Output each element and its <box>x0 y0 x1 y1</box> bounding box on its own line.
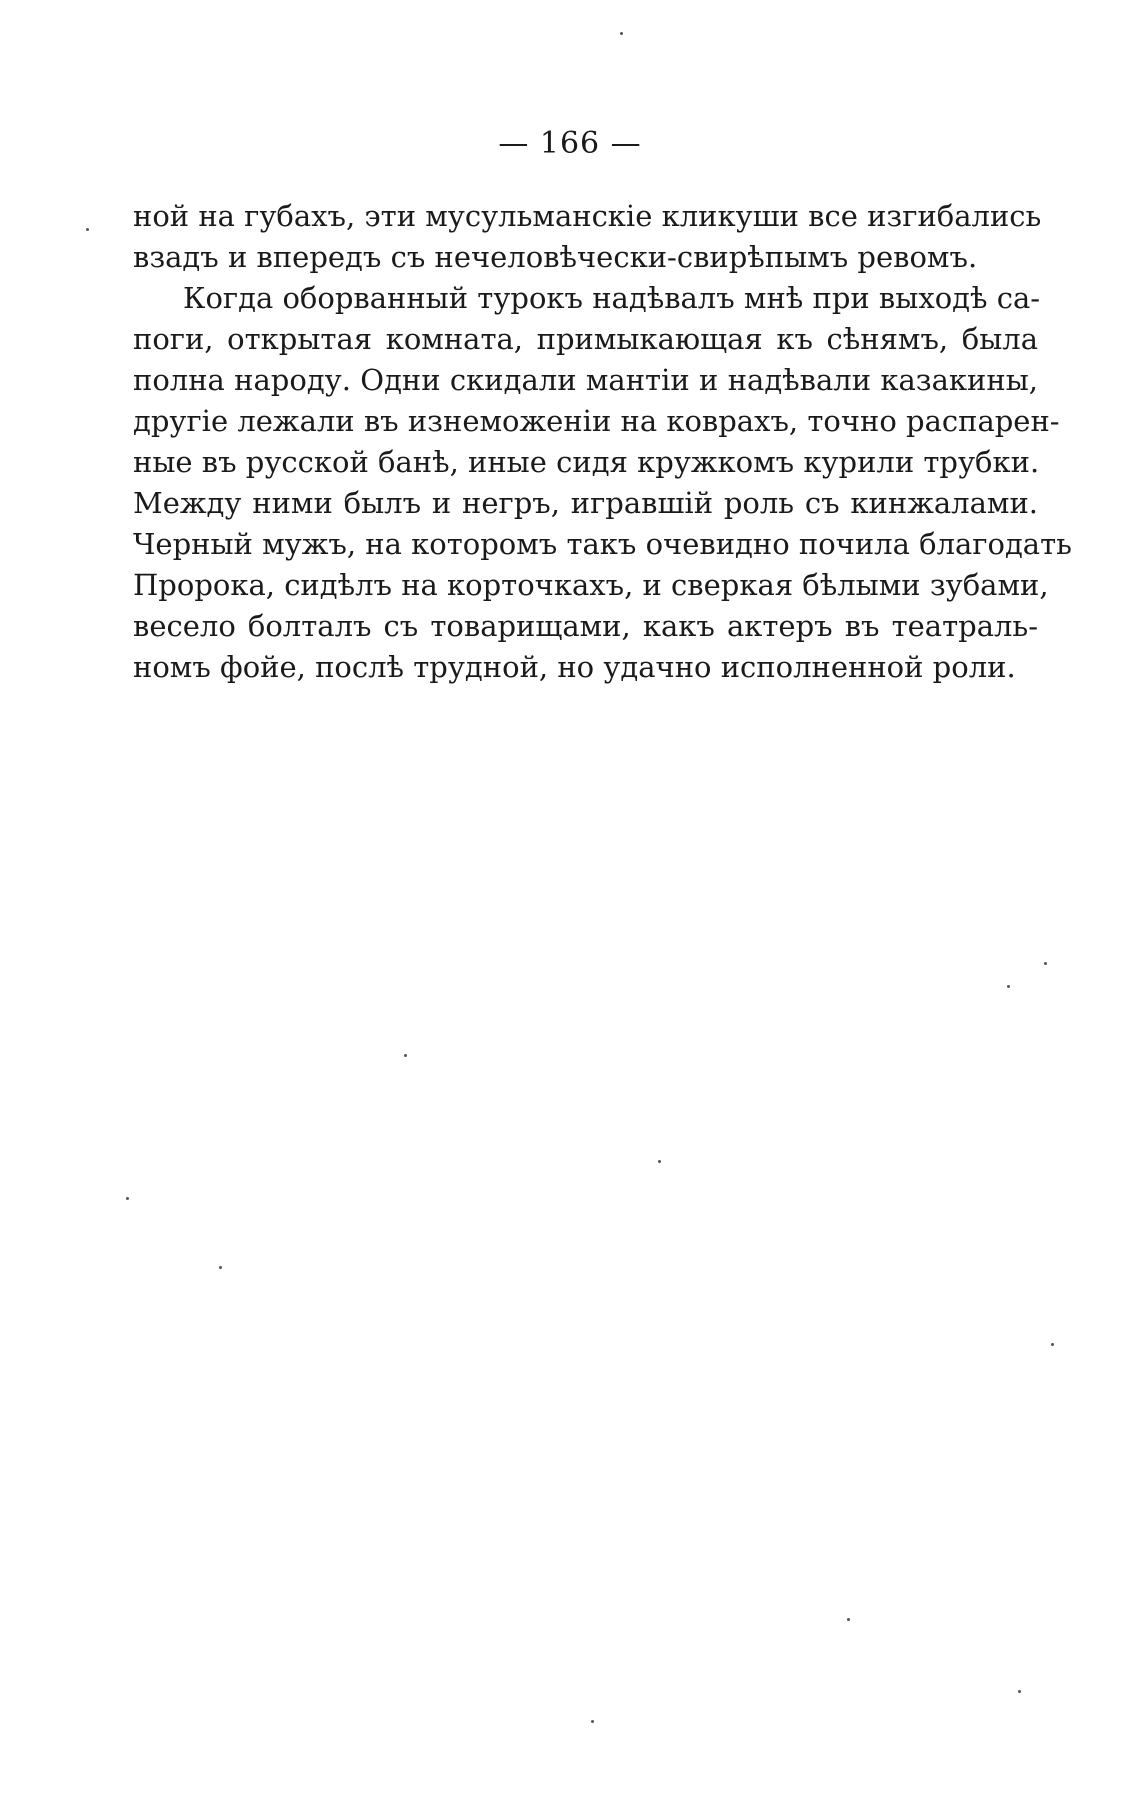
text-line: Черный мужъ, на которомъ такъ очевидно почила благодать <box>133 527 1072 561</box>
scan-speck <box>847 1618 850 1621</box>
scan-speck <box>219 1266 222 1269</box>
text-line: Между ними былъ и негръ, игравшій роль съ кинжалами. <box>133 486 1038 520</box>
text-line: поги, открытая комната, примыкающая къ сѣнямъ, была <box>133 322 1038 356</box>
scan-speck <box>1007 985 1010 988</box>
scan-speck <box>658 1160 661 1163</box>
text-line: весело болталъ съ товарищами, какъ актеръ въ театраль- <box>133 609 1038 643</box>
scan-speck <box>404 1054 407 1057</box>
scan-speck <box>126 1197 129 1200</box>
scan-speck <box>591 1720 594 1723</box>
scan-speck <box>1018 1690 1021 1693</box>
text-line: Пророка, сидѣлъ на корточкахъ, и сверкая бѣлыми зубами, <box>133 568 1049 602</box>
text-line: полна народу. Одни скидали мантіи и надѣвали казакины, <box>133 363 1038 397</box>
scan-speck <box>1051 1343 1054 1346</box>
page-number: — 166 — <box>498 126 642 161</box>
text-line: другіе лежали въ изнеможеніи на коврахъ, точно распарен- <box>133 404 1060 438</box>
scan-speck <box>620 32 623 35</box>
body-text <box>133 196 1072 688</box>
text-line: номъ фойе, послѣ трудной, но удачно исполненной роли. <box>133 650 1016 684</box>
text-line: Когда оборванный турокъ надѣвалъ мнѣ при выходѣ са- <box>183 281 1041 315</box>
scan-speck <box>86 228 89 231</box>
text-line: ные въ русской банѣ, иные сидя кружкомъ курили трубки. <box>133 445 1040 479</box>
text-line: ной на губахъ, эти мусульманскіе кликуши все изгибались <box>133 199 1042 233</box>
text-line: взадъ и впередъ съ нечеловѣчески-свирѣпымъ ревомъ. <box>133 240 978 274</box>
scan-speck <box>1044 962 1047 965</box>
